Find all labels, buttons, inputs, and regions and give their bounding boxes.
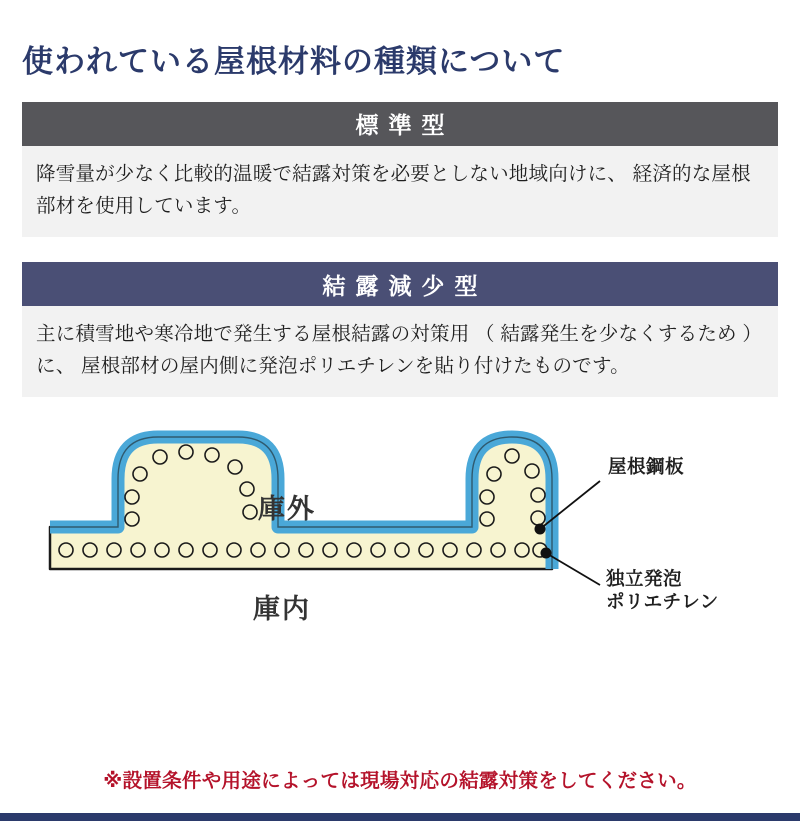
callout-dot-roof — [535, 524, 546, 535]
section-condensation-header: 結露減少型 — [22, 262, 778, 306]
callout-foam-line2: ポリエチレン — [606, 591, 719, 613]
callout-foam-polyethylene — [606, 567, 719, 613]
roof-cross-section-diagram — [0, 419, 800, 669]
page-title: 使われている屋根材料の種類について — [22, 43, 566, 79]
diagram-label-outside: 庫外 — [258, 494, 316, 525]
document-page — [0, 21, 800, 821]
bottom-accent-bar — [0, 813, 800, 821]
callout-dot-foam — [541, 548, 552, 559]
section-standard-body: 降雪量が少なく比較的温暖で結露対策を必要としない地域向けに、 経済的な屋根部材を使用しています。 — [22, 146, 778, 237]
section-standard-header: 標準型 — [22, 102, 778, 146]
section-condensation-body: 主に積雪地や寒冷地で発生する屋根結露の対策用 （ 結露発生を少なくするため ） に、 屋根部材の屋内側に発泡ポリエチレンを貼り付けたものです。 — [22, 306, 778, 397]
footer-note: ※設置条件や用途によっては現場対応の結露対策をしてください。 — [103, 769, 697, 792]
diagram-label-inside: 庫内 — [253, 594, 311, 625]
section-condensation — [22, 262, 778, 397]
callout-roof-panel: 屋根鋼板 — [608, 456, 685, 478]
callout-foam-line1: 独立発泡 — [606, 568, 683, 590]
section-standard — [22, 102, 778, 237]
